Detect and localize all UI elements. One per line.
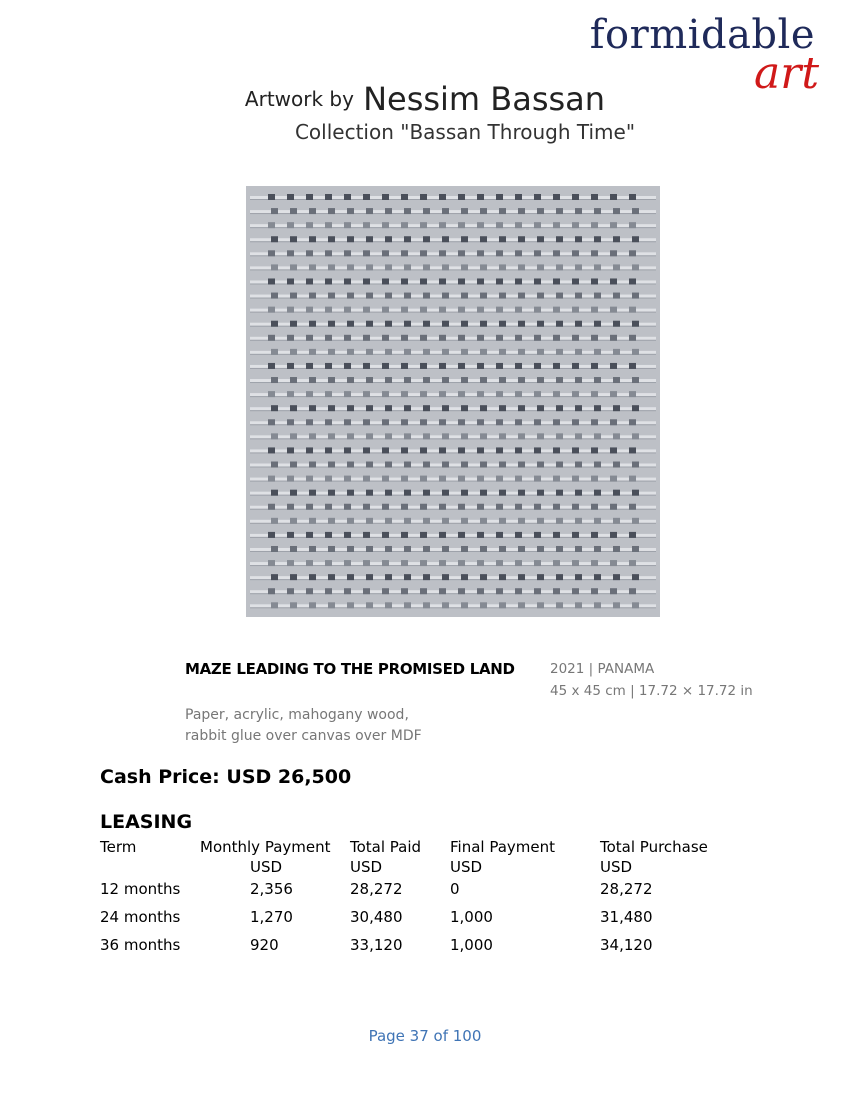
- cell-total-paid: 28,272: [350, 880, 403, 898]
- unit-total-purchase: USD: [600, 858, 633, 876]
- cell-monthly-payment: 2,356: [250, 880, 293, 898]
- artwork-by-label: Artwork by: [244, 87, 354, 111]
- unit-monthly-payment: USD: [250, 858, 283, 876]
- cell-total-purchase: 34,120: [600, 936, 653, 954]
- unit-total-paid: USD: [350, 858, 383, 876]
- cell-term: 12 months: [100, 880, 181, 898]
- cell-term: 36 months: [100, 936, 181, 954]
- artwork-medium: [185, 705, 422, 747]
- cell-monthly-payment: 1,270: [250, 908, 293, 926]
- cell-final-payment: 1,000: [450, 908, 493, 926]
- cell-total-purchase: 31,480: [600, 908, 653, 926]
- cell-monthly-payment: 920: [250, 936, 279, 954]
- document-header: [0, 80, 850, 144]
- column-header-total-purchase: Total Purchase: [600, 838, 708, 856]
- cell-term: 24 months: [100, 908, 181, 926]
- cell-final-payment: 0: [450, 880, 460, 898]
- artwork-image: [246, 186, 660, 617]
- artwork-medium-line2: rabbit glue over canvas over MDF: [185, 728, 422, 744]
- artwork-title: MAZE LEADING TO THE PROMISED LAND: [185, 660, 515, 678]
- leasing-heading: LEASING: [100, 811, 193, 833]
- artwork-dimensions: 45 x 45 cm | 17.72 × 17.72 in: [550, 683, 753, 699]
- cell-total-purchase: 28,272: [600, 880, 653, 898]
- column-header-final-payment: Final Payment: [450, 838, 556, 856]
- header-artist-line: [0, 80, 850, 118]
- brand-logo-formidable: formidable: [589, 12, 815, 58]
- column-header-monthly-payment: Monthly Payment: [200, 838, 331, 856]
- brand-logo-art: art: [754, 48, 819, 99]
- artwork-medium-line1: Paper, acrylic, mahogany wood,: [185, 707, 409, 723]
- artist-name: Nessim Bassan: [363, 80, 606, 118]
- unit-final-payment: USD: [450, 858, 483, 876]
- artwork-pattern: [246, 186, 660, 617]
- cell-total-paid: 33,120: [350, 936, 403, 954]
- column-header-total-paid: Total Paid: [350, 838, 422, 856]
- page-number: Page 37 of 100: [368, 1027, 482, 1045]
- cash-price: Cash Price: USD 26,500: [100, 766, 352, 788]
- column-header-term: Term: [100, 838, 137, 856]
- cell-final-payment: 1,000: [450, 936, 493, 954]
- artwork-year-place: 2021 | PANAMA: [550, 661, 655, 677]
- collection-name: Collection "Bassan Through Time": [294, 120, 636, 144]
- cell-total-paid: 30,480: [350, 908, 403, 926]
